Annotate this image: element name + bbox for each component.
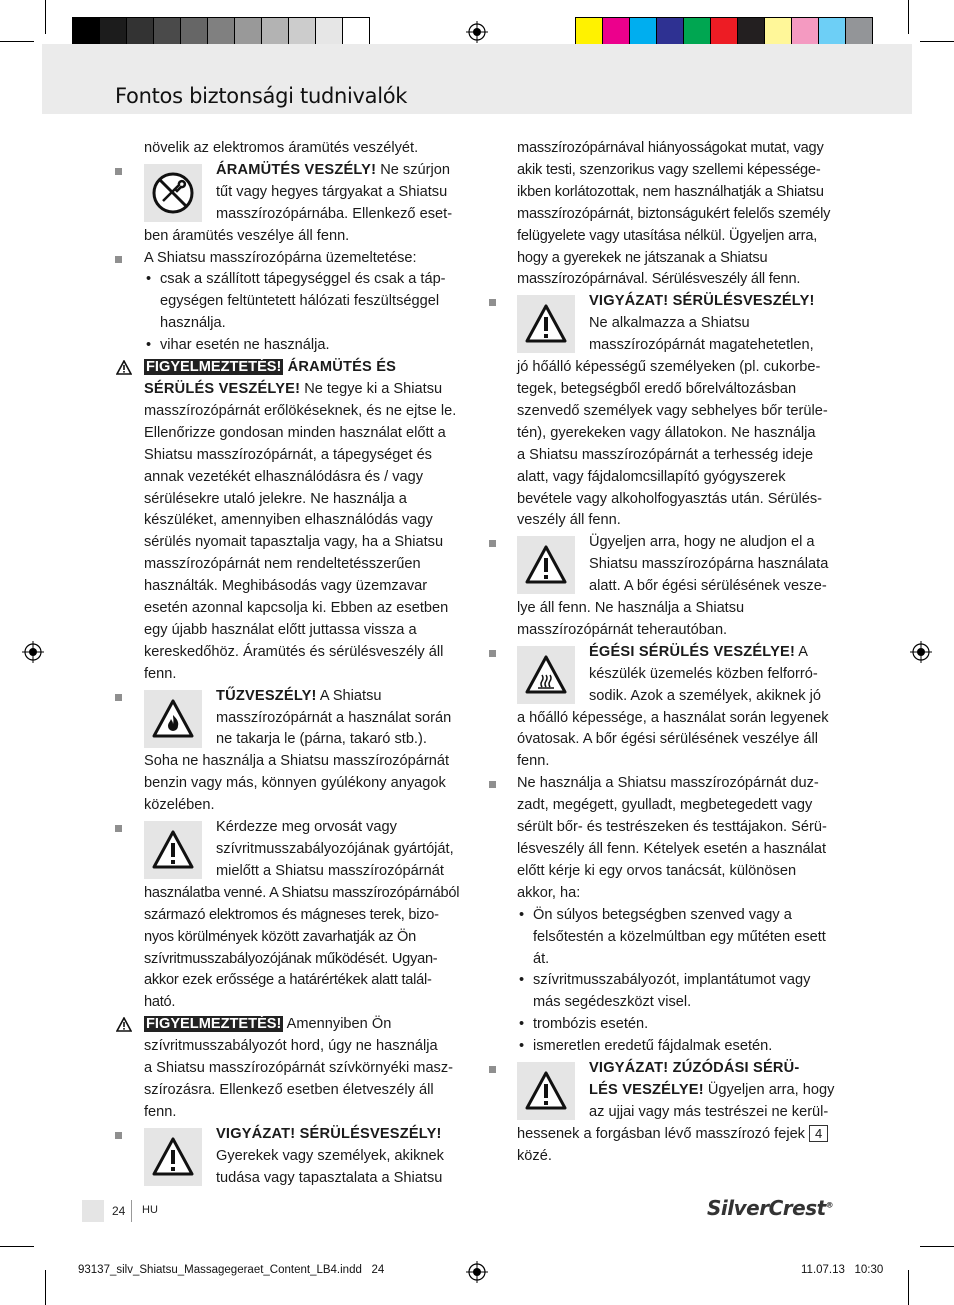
text-line: esetén azonnal kapcsolja ki. Ebben az esetben [144, 600, 449, 617]
text-line: kereskedőhöz. Áramütés és sérülésveszély áll [144, 643, 444, 660]
text-line: masszírozópárnával hiányosságokat mutat, vagy [517, 140, 824, 156]
registration-mark-icon [466, 1261, 488, 1283]
item-text: át. [533, 950, 550, 967]
language-code: HU [142, 1204, 158, 1216]
text: csak a szállított tápegységgel és csak a táp- [160, 271, 446, 288]
text-line: sérült bőr- és testrészeken és testtájakon. Sérü- [517, 819, 827, 836]
crop-mark [45, 1270, 46, 1305]
text-line: felügyelete vagy utasítása nélkül. Ügyeljen arra, [517, 227, 818, 244]
text-line: zadt, megégett, gyulladt, megbetegedett vagy [517, 797, 813, 814]
text-line: akkor, ha: [517, 884, 581, 901]
text-line: akik testi, szenzorikus vagy szellemi képessége- [517, 161, 821, 178]
warning-label: FIGYELMEZTETÉS! [146, 1016, 282, 1033]
list-item [144, 817, 469, 1014]
item-text: közé. [517, 1147, 552, 1164]
text-line: Soha ne használja a Shiatsu masszírozópárnát [144, 753, 450, 770]
item-text: szívritmusszabályozójának gyártóját, [216, 841, 454, 857]
text-line: annak vezetékét elhasználódásra és / vagy [144, 468, 424, 485]
text: Amennyiben Ön [283, 1016, 392, 1033]
item-text: Shiatsu masszírozópárna használata [589, 556, 829, 573]
hazard-heading: ÁRAMÜTÉS ÉS [283, 359, 397, 376]
page-number-box [82, 1200, 104, 1222]
left-column [144, 138, 469, 1190]
list-item [517, 532, 843, 642]
warning-triangle-icon [151, 1135, 195, 1179]
divider [131, 1200, 132, 1222]
text-line: fenn. [144, 1103, 177, 1120]
sub-bullet: • szívritmusszabályozót, implantátumot vagy [519, 972, 811, 989]
text: Ne szúrjon [376, 161, 450, 178]
hazard-heading: VIGYÁZAT! ZÚZÓDÁSI SÉRÜ- [589, 1060, 800, 1077]
item-text: mielőtt a Shiatsu masszírozópárnát [216, 862, 444, 879]
text-line: előtt kérje ki egy orvos tanácsát, különösen [517, 862, 797, 879]
item-text: használja. [160, 315, 226, 332]
sub-bullet: • vihar esetén ne használja. [146, 337, 330, 354]
text-line: masszírozópárnát erőlökéseknek, és ne ejtse le. [144, 402, 457, 419]
fire-hazard-icon [151, 697, 195, 741]
paragraph [517, 138, 843, 291]
hazard-heading: ÁRAMÜTÉS VESZÉLY! [216, 161, 377, 178]
text: trombózis esetén. [533, 1016, 649, 1033]
text-line: benzin vagy más, könnyen gyúlékony anyagok [144, 775, 446, 792]
text-line: ikben korlátozottak, nem használhatják a Shiatsu [517, 183, 824, 200]
item-text: tudása vagy tapasztalata a Shiatsu [216, 1169, 443, 1186]
text-line: alatt, vagy fájdalomcsillapító gyógyszerek [517, 468, 786, 485]
item-body [517, 598, 843, 642]
text: hessenek a forgásban lévő masszírozó fejek [517, 1125, 810, 1142]
item-text [144, 379, 469, 401]
icon-box [517, 295, 575, 353]
text: szívritmusszabályozót, implantátumot vagy [533, 972, 811, 989]
list-item [517, 642, 843, 773]
item-text: más segédeszközt visel. [533, 994, 692, 1011]
text-line: fenn. [517, 753, 550, 770]
text-line: egy újabb használat előtt juttassa vissza a [144, 621, 417, 638]
date-info: 11.07.13 10:30 [801, 1264, 884, 1276]
text-line: masszírozópárnát teherautóban. [517, 621, 728, 638]
list-item [517, 291, 843, 532]
warning-block [144, 357, 469, 686]
text-line: bevétele vagy alkoholfogyasztás után. Sérülés- [517, 490, 823, 507]
text-line: szenvedő személyek vagy sebhelyes bőr terüle- [517, 402, 828, 419]
registered-mark: ® [825, 1200, 834, 1210]
item-body [517, 708, 843, 774]
item-text: alatt. A bőr égési sérülésének vesze- [589, 578, 827, 595]
sub-bullet: • trombózis esetén. [519, 1016, 649, 1033]
text-line: masszírozópárnát, biztonságukért felelős személy [517, 205, 831, 222]
text: Ügyeljen arra, hogy [703, 1081, 835, 1098]
warning-triangle-icon [524, 543, 568, 587]
crop-mark [908, 1270, 909, 1305]
hazard-heading: VIGYÁZAT! SÉRÜLÉSVESZÉLY! [216, 1125, 442, 1142]
icon-box [144, 164, 202, 222]
item-text: Ne alkalmazza a Shiatsu [589, 315, 750, 332]
item-text: felsőtestén a közelmúltban egy műtéten esett [533, 928, 826, 945]
item-body [517, 357, 843, 532]
right-column [517, 138, 843, 1168]
text-line: Ne használja a Shiatsu masszírozópárnát duz- [517, 775, 819, 792]
text-line: jó hőálló képességű személyeken (pl. cukorbe- [517, 359, 821, 376]
text: A Shiatsu [316, 687, 382, 704]
text-line: tegek, betegségből eredő bőrelváltozásban [517, 380, 797, 397]
registration-mark-icon [22, 641, 44, 663]
text-line: akkor ezek erőssége a határértékek alatt talál- [144, 972, 432, 989]
text-line: masszírozópárnával. Sérülésveszély áll fenn. [517, 271, 801, 288]
text-line: szírozásra. Ellenkező esetben életveszély áll [144, 1081, 434, 1098]
list-item [517, 773, 843, 1058]
part-number-badge: 4 [809, 1125, 828, 1142]
text-line: nyos körülmények között zavarhatják az Ön [144, 928, 417, 945]
crop-mark [908, 0, 909, 34]
text-line: tén), gyerekeken vagy állatokon. Ne használja [517, 424, 816, 441]
icon-box [517, 646, 575, 704]
item-text [144, 1014, 469, 1036]
text-line: közelében. [144, 797, 215, 814]
text-line: hogy a gyerekek ne játszanak a Shiatsu [517, 249, 768, 266]
item-text: egységen feltüntetett hálózati feszültséggel [160, 293, 440, 310]
item-text [517, 1124, 843, 1146]
list-item [517, 1058, 843, 1168]
item-text: masszírozópárnát magatehetetlen, [589, 337, 814, 354]
brand-logo [707, 1196, 833, 1220]
text-line: Ellenőrizze gondosan minden használat előtt a [144, 424, 446, 441]
item-text: tűt vagy hegyes tárgyakat a Shiatsu [216, 183, 448, 200]
warning-triangle-icon [151, 828, 195, 872]
text-line: Shiatsu masszírozópárnát, a tápegységet és [144, 446, 432, 463]
text-line: ható. [144, 994, 176, 1011]
bullet-square [115, 168, 122, 175]
no-needle-icon [151, 171, 195, 215]
warning-triangle-icon [116, 1017, 132, 1032]
page-number: 24 [112, 1204, 126, 1218]
icon-box [144, 1128, 202, 1186]
item-body [144, 751, 469, 817]
warning-block [144, 1014, 469, 1124]
warning-triangle-icon [524, 1069, 568, 1113]
icon-box [517, 1062, 575, 1120]
text-line: szívritmusszabályozót hord, úgy ne használja [144, 1038, 438, 1055]
bullet-square [489, 540, 496, 547]
hazard-heading: SÉRÜLÉS VESZÉLYE! [144, 380, 301, 397]
text: vihar esetén ne használja. [160, 337, 330, 354]
page-header [42, 44, 912, 114]
hazard-heading: LÉS VESZÉLYE! [589, 1081, 704, 1098]
text-line: használták. Meghibásodás vagy üzemzavar [144, 578, 428, 595]
item-text: az ujjai vagy más testrészei ne kerül- [589, 1103, 829, 1120]
brand-text: Silver [707, 1196, 769, 1220]
text-line: lésveszély áll fenn. Kételyek esetén a használat [517, 841, 827, 857]
hazard-heading: ÉGÉSI SÉRÜLÉS VESZÉLYE! [589, 643, 795, 660]
crop-mark [0, 41, 34, 42]
item-text [144, 357, 469, 379]
icon-box [144, 821, 202, 879]
text-line: masszírozópárnát nem rendeltetésszerűen [144, 556, 421, 573]
warning-triangle-icon [116, 360, 132, 375]
item-text: A Shiatsu masszírozópárna üzemeltetése: [144, 249, 417, 266]
text-line: szívritmusszabályozójának működését. Ugyan- [144, 950, 438, 967]
text-line: fenn. [144, 665, 177, 682]
icon-box [517, 536, 575, 594]
item-body [517, 773, 843, 904]
text-line: veszély áll fenn. [517, 512, 621, 529]
sub-bullet: • Ön súlyos betegségben szenved vagy a [519, 906, 792, 923]
item-text: masszírozópárnába. Ellenkező eset- [216, 205, 453, 222]
text: Ön súlyos betegségben szenved vagy a [533, 906, 792, 923]
bullet-square [115, 825, 122, 832]
text-line: használatba venné. A Shiatsu masszírozópárnából [144, 884, 460, 901]
list-item [144, 160, 469, 248]
bullet-square [489, 650, 496, 657]
bullet-square [115, 1132, 122, 1139]
text-line: készüléket, amennyiben elhasználódás vagy [144, 512, 433, 529]
text-line: óvatosak. A bőr égési sérülésének veszélye áll [517, 731, 818, 748]
file-info: 93137_silv_Shiatsu_Massagegeraet_Content_LB4.indd 24 [78, 1264, 385, 1276]
text-line: a Shiatsu masszírozópárnát szívkörnyéki masz- [144, 1060, 454, 1077]
registration-mark-icon [910, 641, 932, 663]
crop-mark [920, 41, 954, 42]
crop-mark [0, 1246, 34, 1247]
hazard-heading: TŰZVESZÉLY! [216, 687, 317, 704]
sub-bullet: • csak a szállított tápegységgel és csak a táp- [146, 271, 446, 288]
warning-triangle-icon [524, 302, 568, 346]
bullet-square [115, 256, 122, 263]
crop-mark [920, 1246, 954, 1247]
text: ismeretlen eredetű fájdalmak esetén. [533, 1038, 773, 1055]
warning-label: FIGYELMEZTETÉS! [146, 359, 282, 376]
list-item [144, 248, 469, 358]
bullet-square [489, 1066, 496, 1073]
item-text: ben áramütés veszélye áll fenn. [144, 227, 350, 244]
item-body [144, 883, 469, 1014]
bullet-square [115, 694, 122, 701]
warning-body [144, 1036, 469, 1124]
text-line: a hőálló képessége, a használat során legyenek [517, 709, 829, 726]
icon-box [144, 690, 202, 748]
item-text: masszírozópárnát a használat során [216, 709, 452, 726]
list-item [144, 686, 469, 817]
text-line: lye áll fenn. Ne használja a Shiatsu [517, 600, 745, 617]
item-text: készülék üzemelés közben felforró- [589, 665, 818, 682]
text-line: sérülésekre utaló jelekre. Ne használja a [144, 490, 407, 507]
registration-mark-icon [466, 21, 488, 43]
text: Ne tegye ki a Shiatsu [300, 380, 443, 397]
list-item [144, 1124, 469, 1190]
sub-bullet: • ismeretlen eredetű fájdalmak esetén. [519, 1038, 773, 1055]
item-text: sodik. Azok a személyek, akiknek jó [589, 687, 821, 704]
bullet-square [489, 781, 496, 788]
text-line: a Shiatsu masszírozópárnát a terhesség ideje [517, 446, 814, 463]
paragraph: növelik az elektromos áramütés veszélyét. [144, 140, 419, 156]
bullet-square [489, 299, 496, 306]
warning-body [144, 401, 469, 686]
brand-text: Crest [768, 1196, 826, 1220]
item-text: ne takarja le (párna, takaró stb.). [216, 731, 427, 748]
text-line: sérülés nyomait tapasztalja vagy, ha a Shiatsu [144, 534, 444, 551]
text-line: származó elektromos és mágneses terek, bizo- [144, 906, 439, 923]
hazard-heading: VIGYÁZAT! SÉRÜLÉSVESZÉLY! [589, 293, 815, 310]
page-title: Fontos biztonsági tudnivalók [115, 84, 408, 108]
item-text: Kérdezze meg orvosát vagy [216, 819, 397, 836]
item-text: Ügyeljen arra, hogy ne aludjon el a [589, 534, 815, 551]
item-text: Gyerekek vagy személyek, akiknek [216, 1147, 444, 1164]
text: A [795, 643, 808, 660]
hot-surface-icon [524, 653, 568, 697]
crop-mark [45, 0, 46, 34]
